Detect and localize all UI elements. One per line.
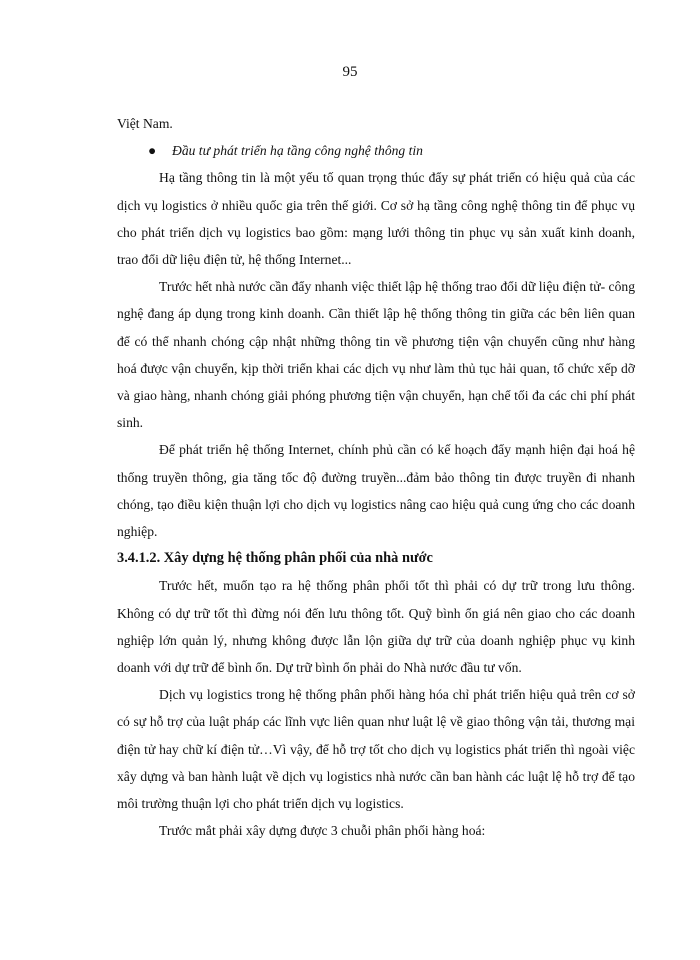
- paragraph-internet: Để phát triển hệ thống Internet, chính phủ cần có kế hoạch đẩy mạnh hiện đại hoá hệ thống truyền thông, gia tăng tốc độ đường truyền...đảm bảo thông tin được truyền đi nhanh chóng, tạo điều kiện thuận lợi cho dịch vụ logistics nâng cao hiệu quả cung ứng cho các doanh nghiệp.: [117, 442, 635, 540]
- bullet-item-text: Đầu tư phát triển hạ tầng công nghệ thông tin: [172, 143, 423, 159]
- page-number: 95: [342, 64, 358, 80]
- section-heading: 3.4.1.2. Xây dựng hệ thống phân phối của nhà nước: [117, 550, 433, 567]
- bullet-item: [117, 137, 635, 164]
- page-body: [117, 110, 635, 844]
- paragraph-reserves: Trước hết, muốn tạo ra hệ thống phân phối tốt thì phải có dự trữ trong lưu thông. Không có dự trữ tốt thì đừng nói đến lưu thông tốt. Quỹ bình ổn giá nên giao cho các doanh nghiệp lớn quản lý, nhưng không được lẫn lộn giữa dự trữ của doanh nghiệp phục vụ kinh doanh với dự trữ để bình ổn. Dự trữ bình ổn phải do Nhà nước đầu tư vốn.: [117, 578, 635, 676]
- paragraph-distribution-chains: Trước mắt phải xây dựng được 3 chuỗi phân phối hàng hoá:: [159, 823, 486, 839]
- paragraph-infrastructure: Hạ tầng thông tin là một yếu tố quan trọng thúc đẩy sự phát triển có hiệu quả của các dịch vụ logistics ở nhiều quốc gia trên thế giới. Cơ sở hạ tầng công nghệ thông tin để phục vụ cho phát triển dịch vụ logistics bao gồm: mạng lưới thông tin phục vụ sản xuất kinh doanh, trao đổi dữ liệu điện tử, hệ thống Internet...: [117, 170, 635, 268]
- bullet-icon: ●: [148, 143, 157, 159]
- paragraph-edi: Trước hết nhà nước cần đẩy nhanh việc thiết lập hệ thống trao đổi dữ liệu điện tử- công nghệ đang áp dụng trong kinh doanh. Cần thiết lập hệ thống thông tin giữa các bên liên quan để có thể nhanh chóng cập nhật những thông tin về phương tiện vận chuyển cũng như hàng hoá được vận chuyển, kịp thời triển khai các dịch vụ như làm thủ tục hải quan, tổ chức xếp dỡ và giao hàng, nhanh chóng giải phóng phương tiện vận chuyển, hạn chế tối đa các chi phí phát sinh.: [117, 279, 635, 431]
- paragraph-legal-support: Dịch vụ logistics trong hệ thống phân phối hàng hóa chỉ phát triển hiệu quả trên cơ sở có sự hỗ trợ của luật pháp các lĩnh vực liên quan như luật lệ về giao thông vận tải, thương mại điện tử hay chữ kí điện tử…Vì vậy, để hỗ trợ tốt cho dịch vụ logistics phát triển thì ngoài việc xây dựng và ban hành luật về dịch vụ logistics nhà nước cần ban hành các luật lệ hỗ trợ để tạo môi trường thuận lợi cho phát triển dịch vụ logistics.: [117, 687, 635, 812]
- paragraph-continuation: Việt Nam.: [117, 116, 173, 131]
